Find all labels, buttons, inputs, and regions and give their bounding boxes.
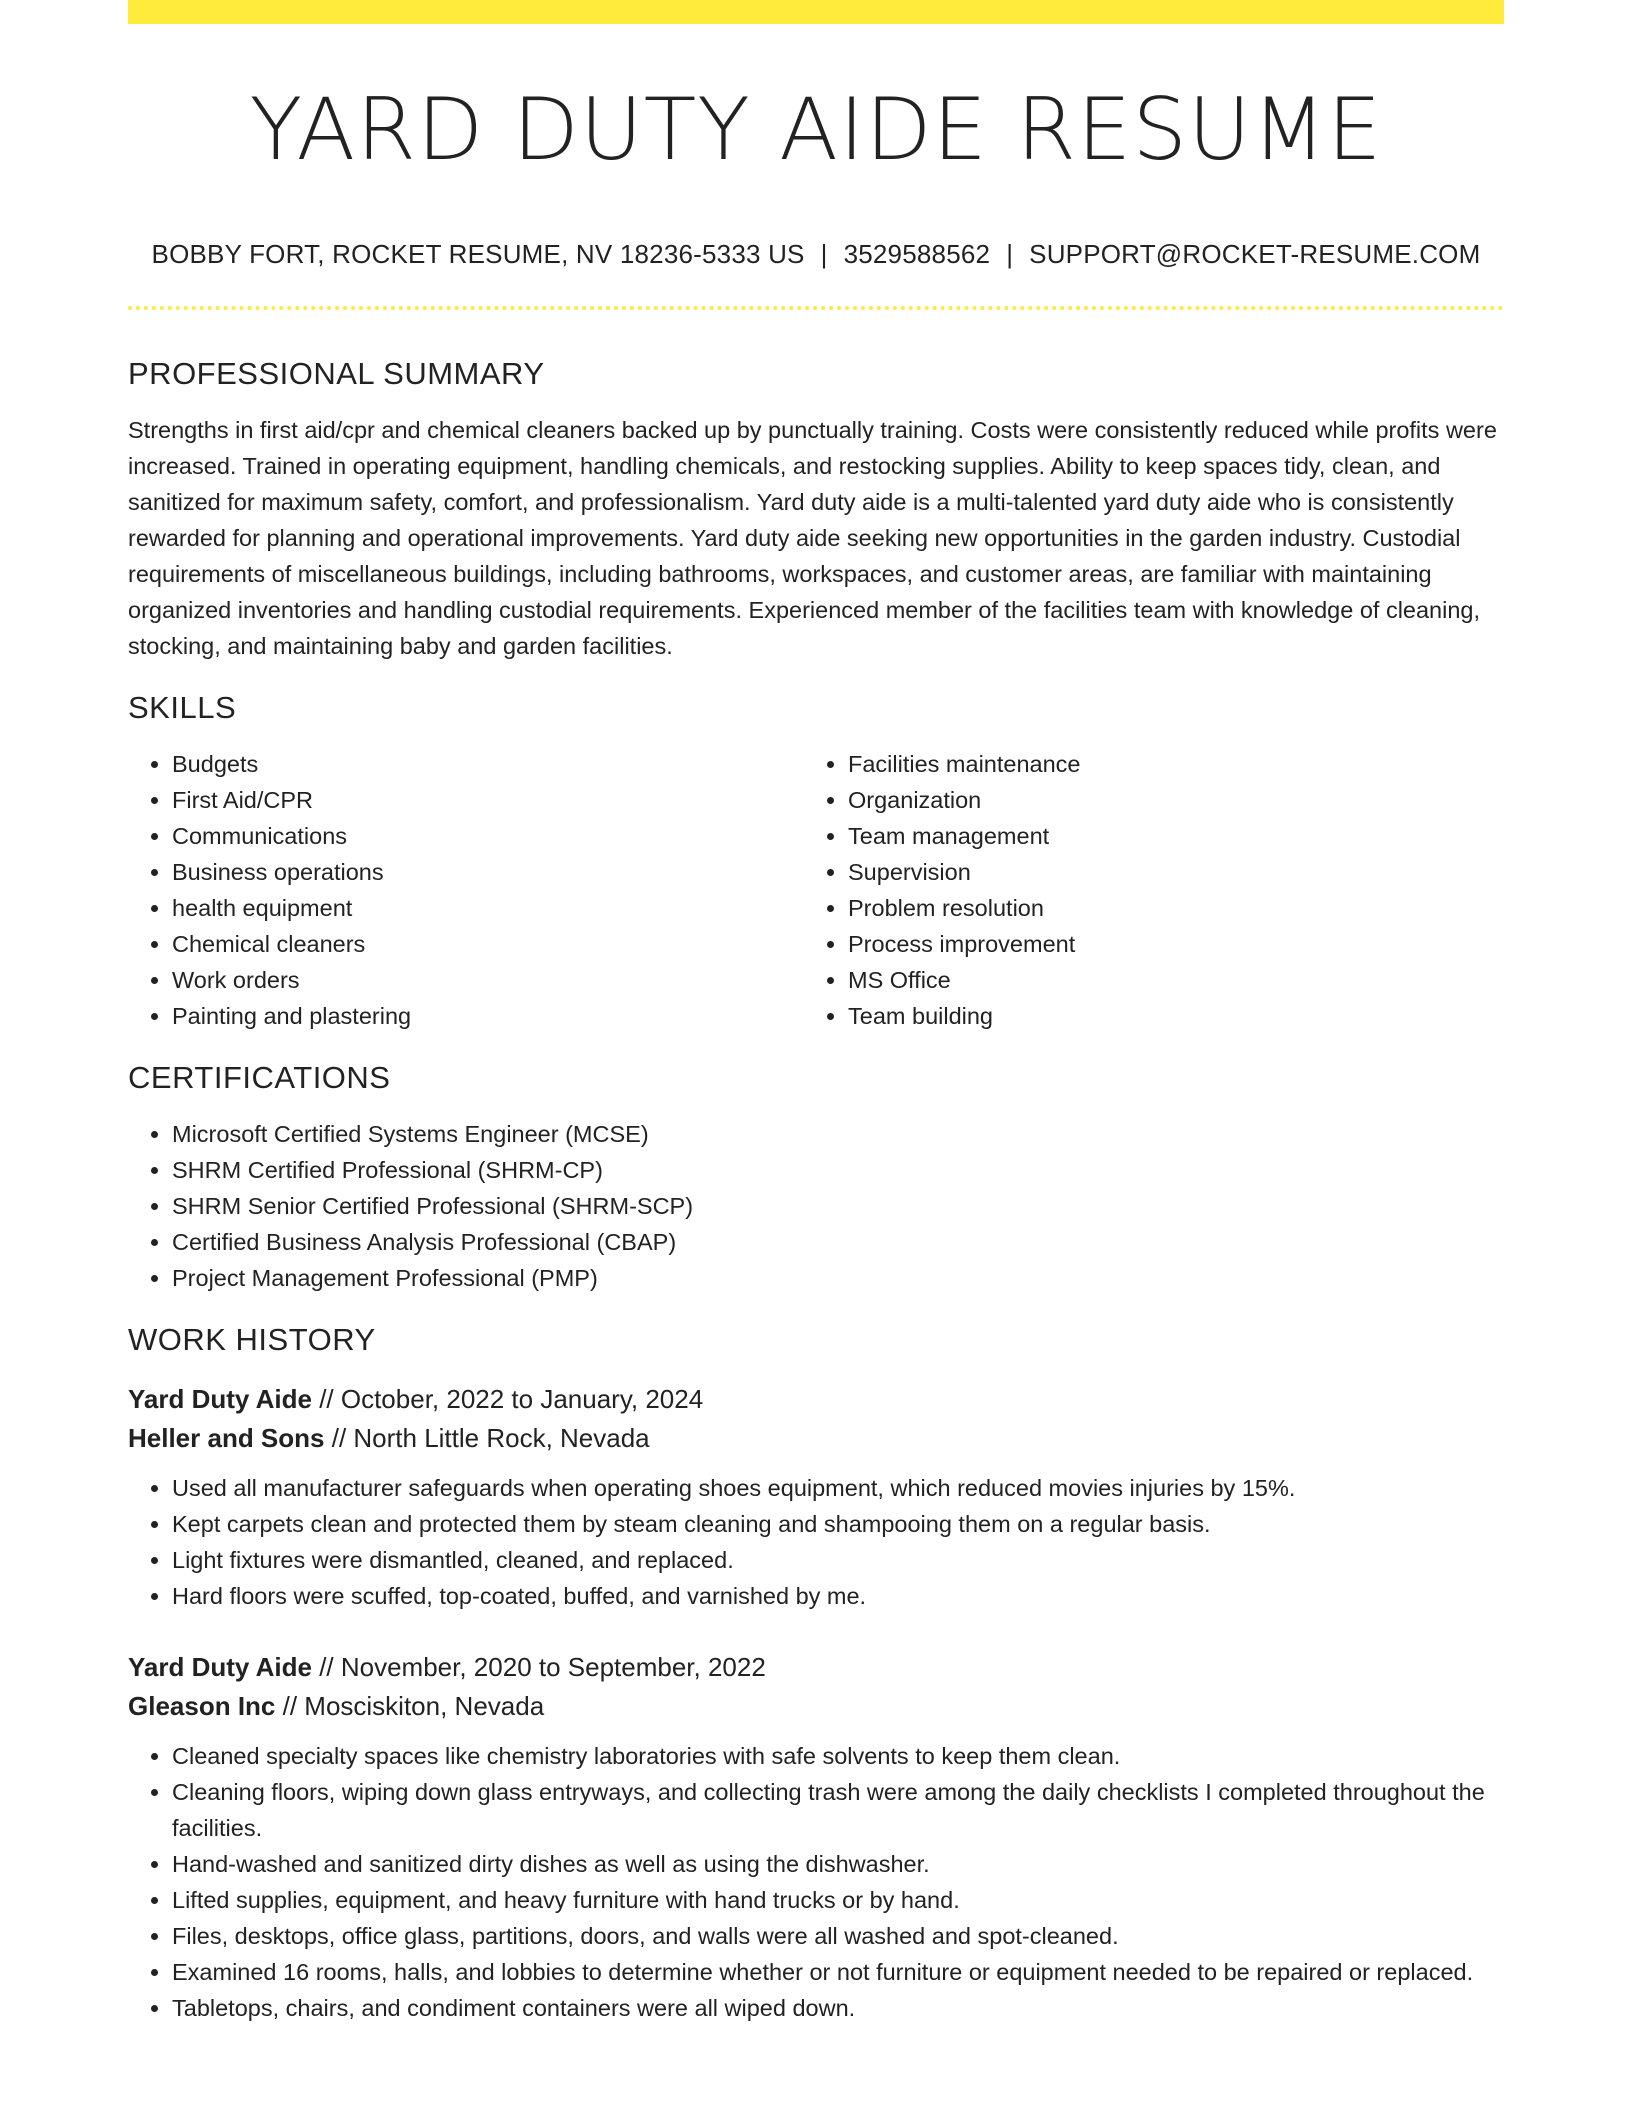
certifications-list (128, 1116, 1504, 1296)
certification-item: • Project Management Professional (PMP) (172, 1260, 1504, 1296)
contact-address: BOBBY FORT, ROCKET RESUME, NV 18236-5333 US (151, 239, 805, 269)
job-bullet: • Tabletops, chairs, and condiment containers were all wiped down. (172, 1990, 1504, 2026)
skill-item: • Work orders (172, 962, 804, 998)
job-bullet: • Cleaning floors, wiping down glass entryways, and collecting trash were among the daily checklists I completed throughout the facilities. (172, 1774, 1504, 1846)
skill-item: • Process improvement (848, 926, 1480, 962)
skill-item: • Supervision (848, 854, 1480, 890)
job-bullet: • Light fixtures were dismantled, cleaned, and replaced. (172, 1542, 1504, 1578)
skill-item: • Team management (848, 818, 1480, 854)
contact-separator: | (1006, 239, 1014, 269)
skill-item: • MS Office (848, 962, 1480, 998)
job-title: Yard Duty Aide (128, 1384, 312, 1414)
skills-left-list (128, 746, 804, 1034)
certifications-heading: CERTIFICATIONS (128, 1060, 391, 1095)
skill-item: • Chemical cleaners (172, 926, 804, 962)
skill-item: • Organization (848, 782, 1480, 818)
skill-item: • Business operations (172, 854, 804, 890)
contact-email: SUPPORT@ROCKET-RESUME.COM (1029, 239, 1481, 269)
contact-separator: | (820, 239, 828, 269)
job-dates: // November, 2020 to September, 2022 (311, 1652, 766, 1682)
job-bullet: • Cleaned specialty spaces like chemistry laboratories with safe solvents to keep them clean. (172, 1738, 1504, 1774)
resume-title: YARD DUTY AIDE RESUME (249, 80, 1383, 180)
job-company: Gleason Inc (128, 1691, 276, 1721)
job-entry (128, 1380, 1504, 1614)
skill-item: • Team building (848, 998, 1480, 1034)
summary-text: Strengths in first aid/cpr and chemical cleaners backed up by punctually training. Costs were consistently reduced while profits were increased. Trained in operating equipment, handling chemicals, and restocking supplies. Ability to keep spaces tidy, clean, and sanitized for maximum safety, comfort, and professionalism. Yard duty aide is a multi-talented yard duty aide who is consistently rewarded for planning and operational improvements. Yard duty aide seeking new opportunities in the garden industry. Custodial requirements of miscellaneous buildings, including bathrooms, workspaces, and customer areas, are familiar with maintaining organized inventories and handling custodial requirements. Experienced member of the facilities team with knowledge of cleaning, stocking, and maintaining baby and garden facilities. (128, 417, 1497, 659)
job-bullet: • Examined 16 rooms, halls, and lobbies to determine whether or not furniture or equipment needed to be repaired or replaced. (172, 1954, 1504, 1990)
dotted-divider (128, 306, 1504, 310)
job-title-line (128, 1648, 1504, 1687)
skills-section (128, 686, 1504, 1034)
skill-item: • Budgets (172, 746, 804, 782)
certifications-section (128, 1056, 1504, 1296)
certification-item: • Certified Business Analysis Professional (CBAP) (172, 1224, 1504, 1260)
resume-body (128, 352, 1504, 2026)
job-company-line (128, 1419, 1504, 1458)
certification-item: • Microsoft Certified Systems Engineer (MCSE) (172, 1116, 1504, 1152)
job-location: // North Little Rock, Nevada (324, 1423, 650, 1453)
skill-item: • First Aid/CPR (172, 782, 804, 818)
skill-item: • Facilities maintenance (848, 746, 1480, 782)
skill-item: • Communications (172, 818, 804, 854)
certification-item: • SHRM Certified Professional (SHRM-CP) (172, 1152, 1504, 1188)
skill-item: • Problem resolution (848, 890, 1480, 926)
job-company-line (128, 1687, 1504, 1726)
job-bullet: • Hand-washed and sanitized dirty dishes as well as using the dishwasher. (172, 1846, 1504, 1882)
job-company: Heller and Sons (128, 1423, 325, 1453)
work-history-heading: WORK HISTORY (128, 1322, 376, 1357)
skills-heading: SKILLS (128, 690, 237, 725)
work-history-section (128, 1318, 1504, 2026)
contact-line (128, 236, 1504, 272)
job-dates: // October, 2022 to January, 2024 (311, 1384, 704, 1414)
job-bullet: • Kept carpets clean and protected them by steam cleaning and shampooing them on a regular basis. (172, 1506, 1504, 1542)
skills-grid (128, 746, 1504, 1034)
job-bullet: • Lifted supplies, equipment, and heavy furniture with hand trucks or by hand. (172, 1882, 1504, 1918)
skill-item: • health equipment (172, 890, 804, 926)
skill-item: • Painting and plastering (172, 998, 804, 1034)
job-bullet: • Hard floors were scuffed, top-coated, buffed, and varnished by me. (172, 1578, 1504, 1614)
job-title: Yard Duty Aide (128, 1652, 312, 1682)
summary-section (128, 352, 1504, 664)
job-location: // Mosciskiton, Nevada (275, 1691, 545, 1721)
job-bullet: • Used all manufacturer safeguards when operating shoes equipment, which reduced movies injuries by 15%. (172, 1470, 1504, 1506)
job-bullets (128, 1738, 1504, 2026)
job-title-line (128, 1380, 1504, 1419)
top-accent-bar (128, 0, 1504, 24)
summary-heading: PROFESSIONAL SUMMARY (128, 356, 545, 391)
job-bullets (128, 1470, 1504, 1614)
job-bullet: • Files, desktops, office glass, partitions, doors, and walls were all washed and spot-cleaned. (172, 1918, 1504, 1954)
contact-phone: 3529588562 (843, 239, 991, 269)
certification-item: • SHRM Senior Certified Professional (SHRM-SCP) (172, 1188, 1504, 1224)
skills-right-list (804, 746, 1480, 1034)
job-entry (128, 1648, 1504, 2026)
